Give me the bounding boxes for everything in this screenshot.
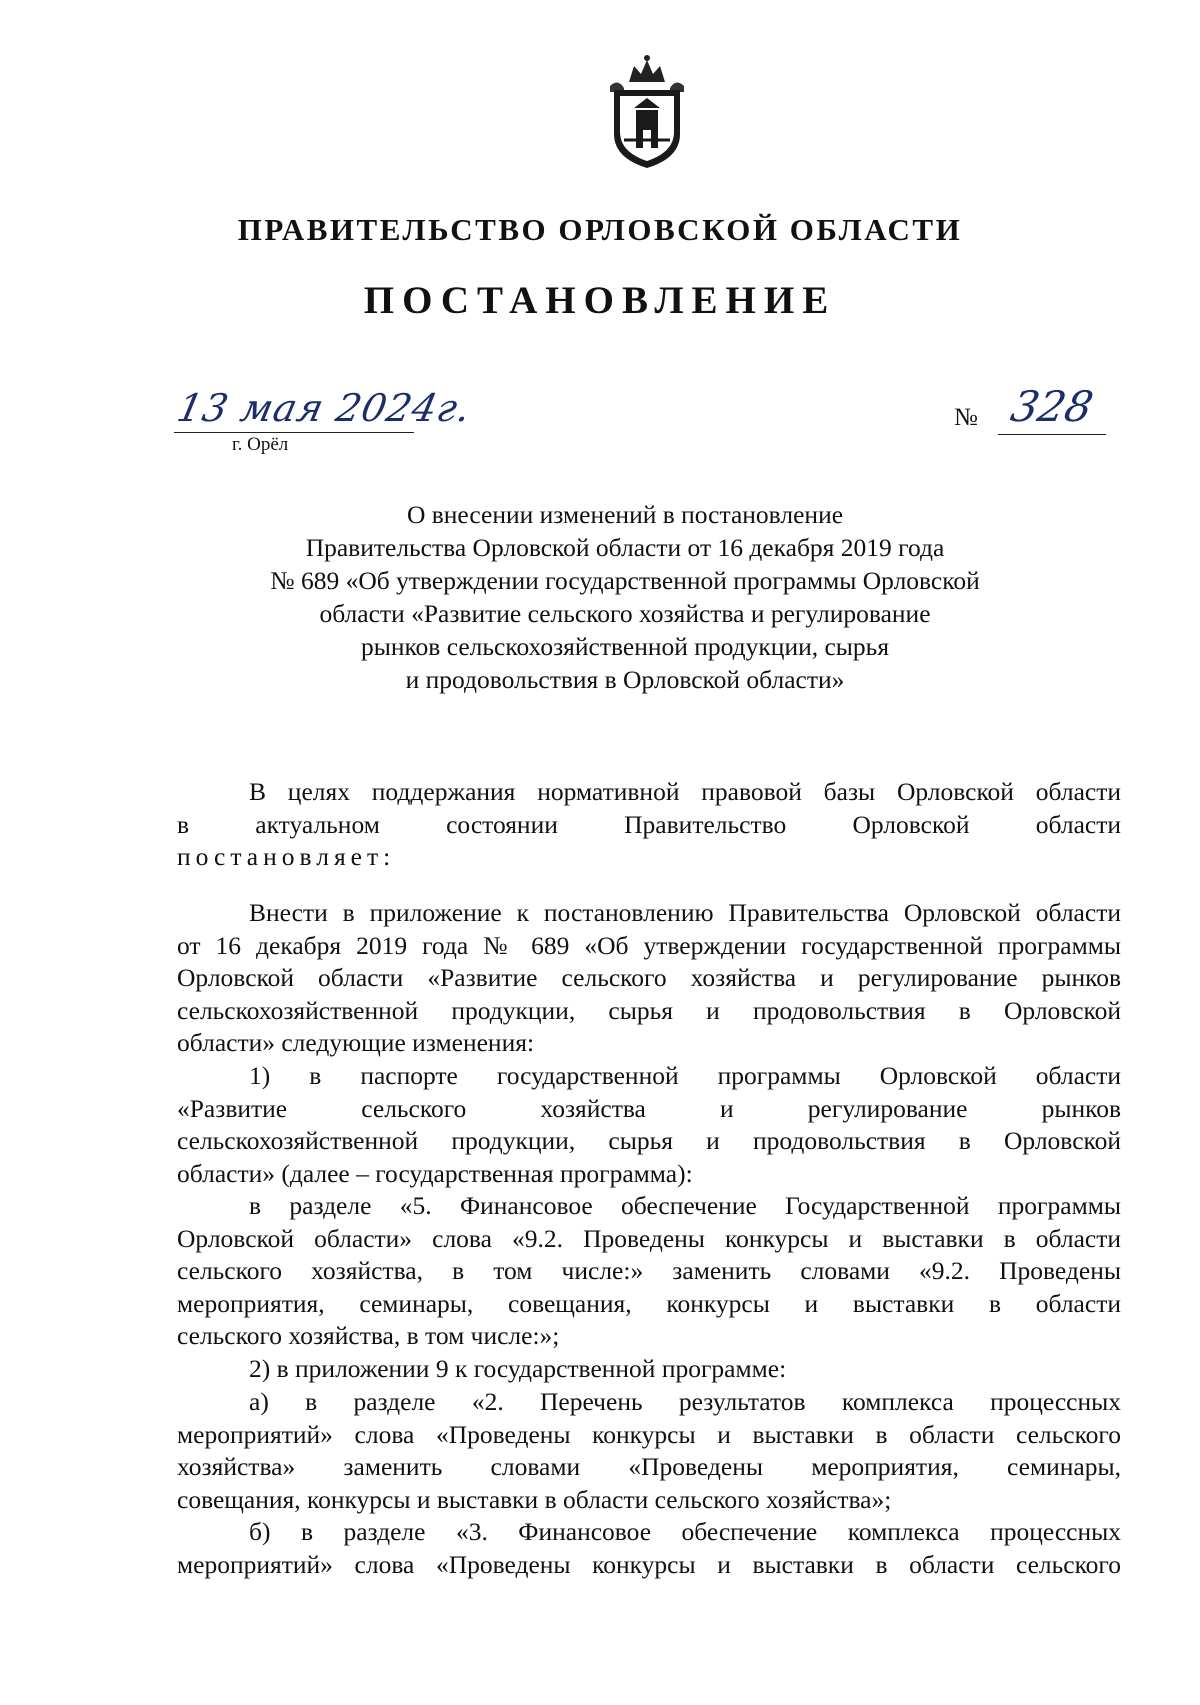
item-2a-paragraph	[177, 1386, 1121, 1516]
text-line: сельскохозяйственной продукции, сырья и продовольствия в Орловской	[177, 1126, 1121, 1156]
item-1-paragraph	[177, 1060, 1121, 1190]
text-line: совещания, конкурсы и выставки в области сельского хозяйства»;	[177, 1484, 892, 1514]
item-2-paragraph	[177, 1353, 1121, 1386]
text-line: мероприятий» слова «Проведены конкурсы и выставки в области сельского	[177, 1419, 1121, 1449]
subject-line: рынков сельскохозяйственной продукции, сырья	[360, 632, 890, 661]
date-underline	[174, 432, 414, 433]
text-line: в актуальном состоянии Правительство Орловской области	[177, 809, 1121, 839]
subject-line: и продовольствия в Орловской области»	[405, 665, 845, 694]
text-line: Орловской области «Развитие сельского хозяйства и регулирование рынков	[177, 963, 1121, 993]
text-line: «Развитие сельского хозяйства и регулирование рынков	[177, 1093, 1121, 1123]
document-type-title: ПОСТАНОВЛЕНИЕ	[363, 279, 837, 322]
item-2b-paragraph	[177, 1516, 1121, 1581]
text-line: мероприятий» слова «Проведены конкурсы и выставки в области сельского	[177, 1549, 1121, 1579]
subject-line: О внесении изменений в постановление	[406, 500, 844, 529]
handwritten-number: 328	[1006, 382, 1098, 431]
text-line: сельского хозяйства, в том числе:» заменить словами «9.2. Проведены	[177, 1256, 1121, 1286]
text-line: от 16 декабря 2019 года № 689 «Об утверждении государственной программы	[177, 930, 1121, 960]
text-line: 2) в приложении 9 к государственной программе:	[249, 1354, 787, 1383]
text-line: постановляет:	[177, 842, 396, 872]
organization-title: ПРАВИТЕЛЬСТВО ОРЛОВСКОЙ ОБЛАСТИ	[237, 212, 963, 247]
number-underline	[998, 434, 1106, 435]
text-line: сельскохозяйственной продукции, сырья и продовольствия в Орловской	[177, 995, 1121, 1025]
subject-line: области «Развитие сельского хозяйства и регулирование	[319, 599, 931, 628]
text-line: области» (далее – государственная программа):	[177, 1158, 693, 1188]
text-line: области» следующие изменения:	[177, 1028, 535, 1058]
subject-line: № 689 «Об утверждении государственной программы Орловской	[270, 566, 980, 595]
handwritten-date: 13 мая 2024г.	[173, 386, 476, 430]
text-line: б) в разделе «3. Финансовое обеспечение комплекса процессных	[249, 1517, 1121, 1546]
main-paragraph	[177, 897, 1121, 1060]
text-line: в разделе «5. Финансовое обеспечение Государственной программы	[249, 1191, 1121, 1220]
subject-line: Правительства Орловской области от 16 декабря 2019 года	[305, 533, 945, 562]
preamble-paragraph	[177, 776, 1121, 874]
number-label: №	[954, 404, 978, 431]
text-line: Внести в приложение к постановлению Правительства Орловской области	[249, 898, 1121, 927]
text-line: В целях поддержания нормативной правовой базы Орловской области	[249, 777, 1121, 806]
text-line: 1) в паспорте государственной программы Орловской области	[249, 1061, 1121, 1090]
city-label: г. Орёл	[232, 434, 289, 455]
text-line: мероприятия, семинары, совещания, конкурсы и выставки в области	[177, 1288, 1121, 1318]
text-line: а) в разделе «2. Перечень результатов комплекса процессных	[249, 1387, 1121, 1416]
text-line: Орловской области» слова «9.2. Проведены конкурсы и выставки в области	[177, 1223, 1121, 1253]
text-line: хозяйства» заменить словами «Проведены мероприятия, семинары,	[177, 1452, 1121, 1482]
document-subject	[230, 498, 1020, 696]
text-line: сельского хозяйства, в том числе:»;	[177, 1321, 560, 1351]
item-1-text-paragraph	[177, 1190, 1121, 1353]
coat-of-arms-icon	[604, 52, 690, 170]
